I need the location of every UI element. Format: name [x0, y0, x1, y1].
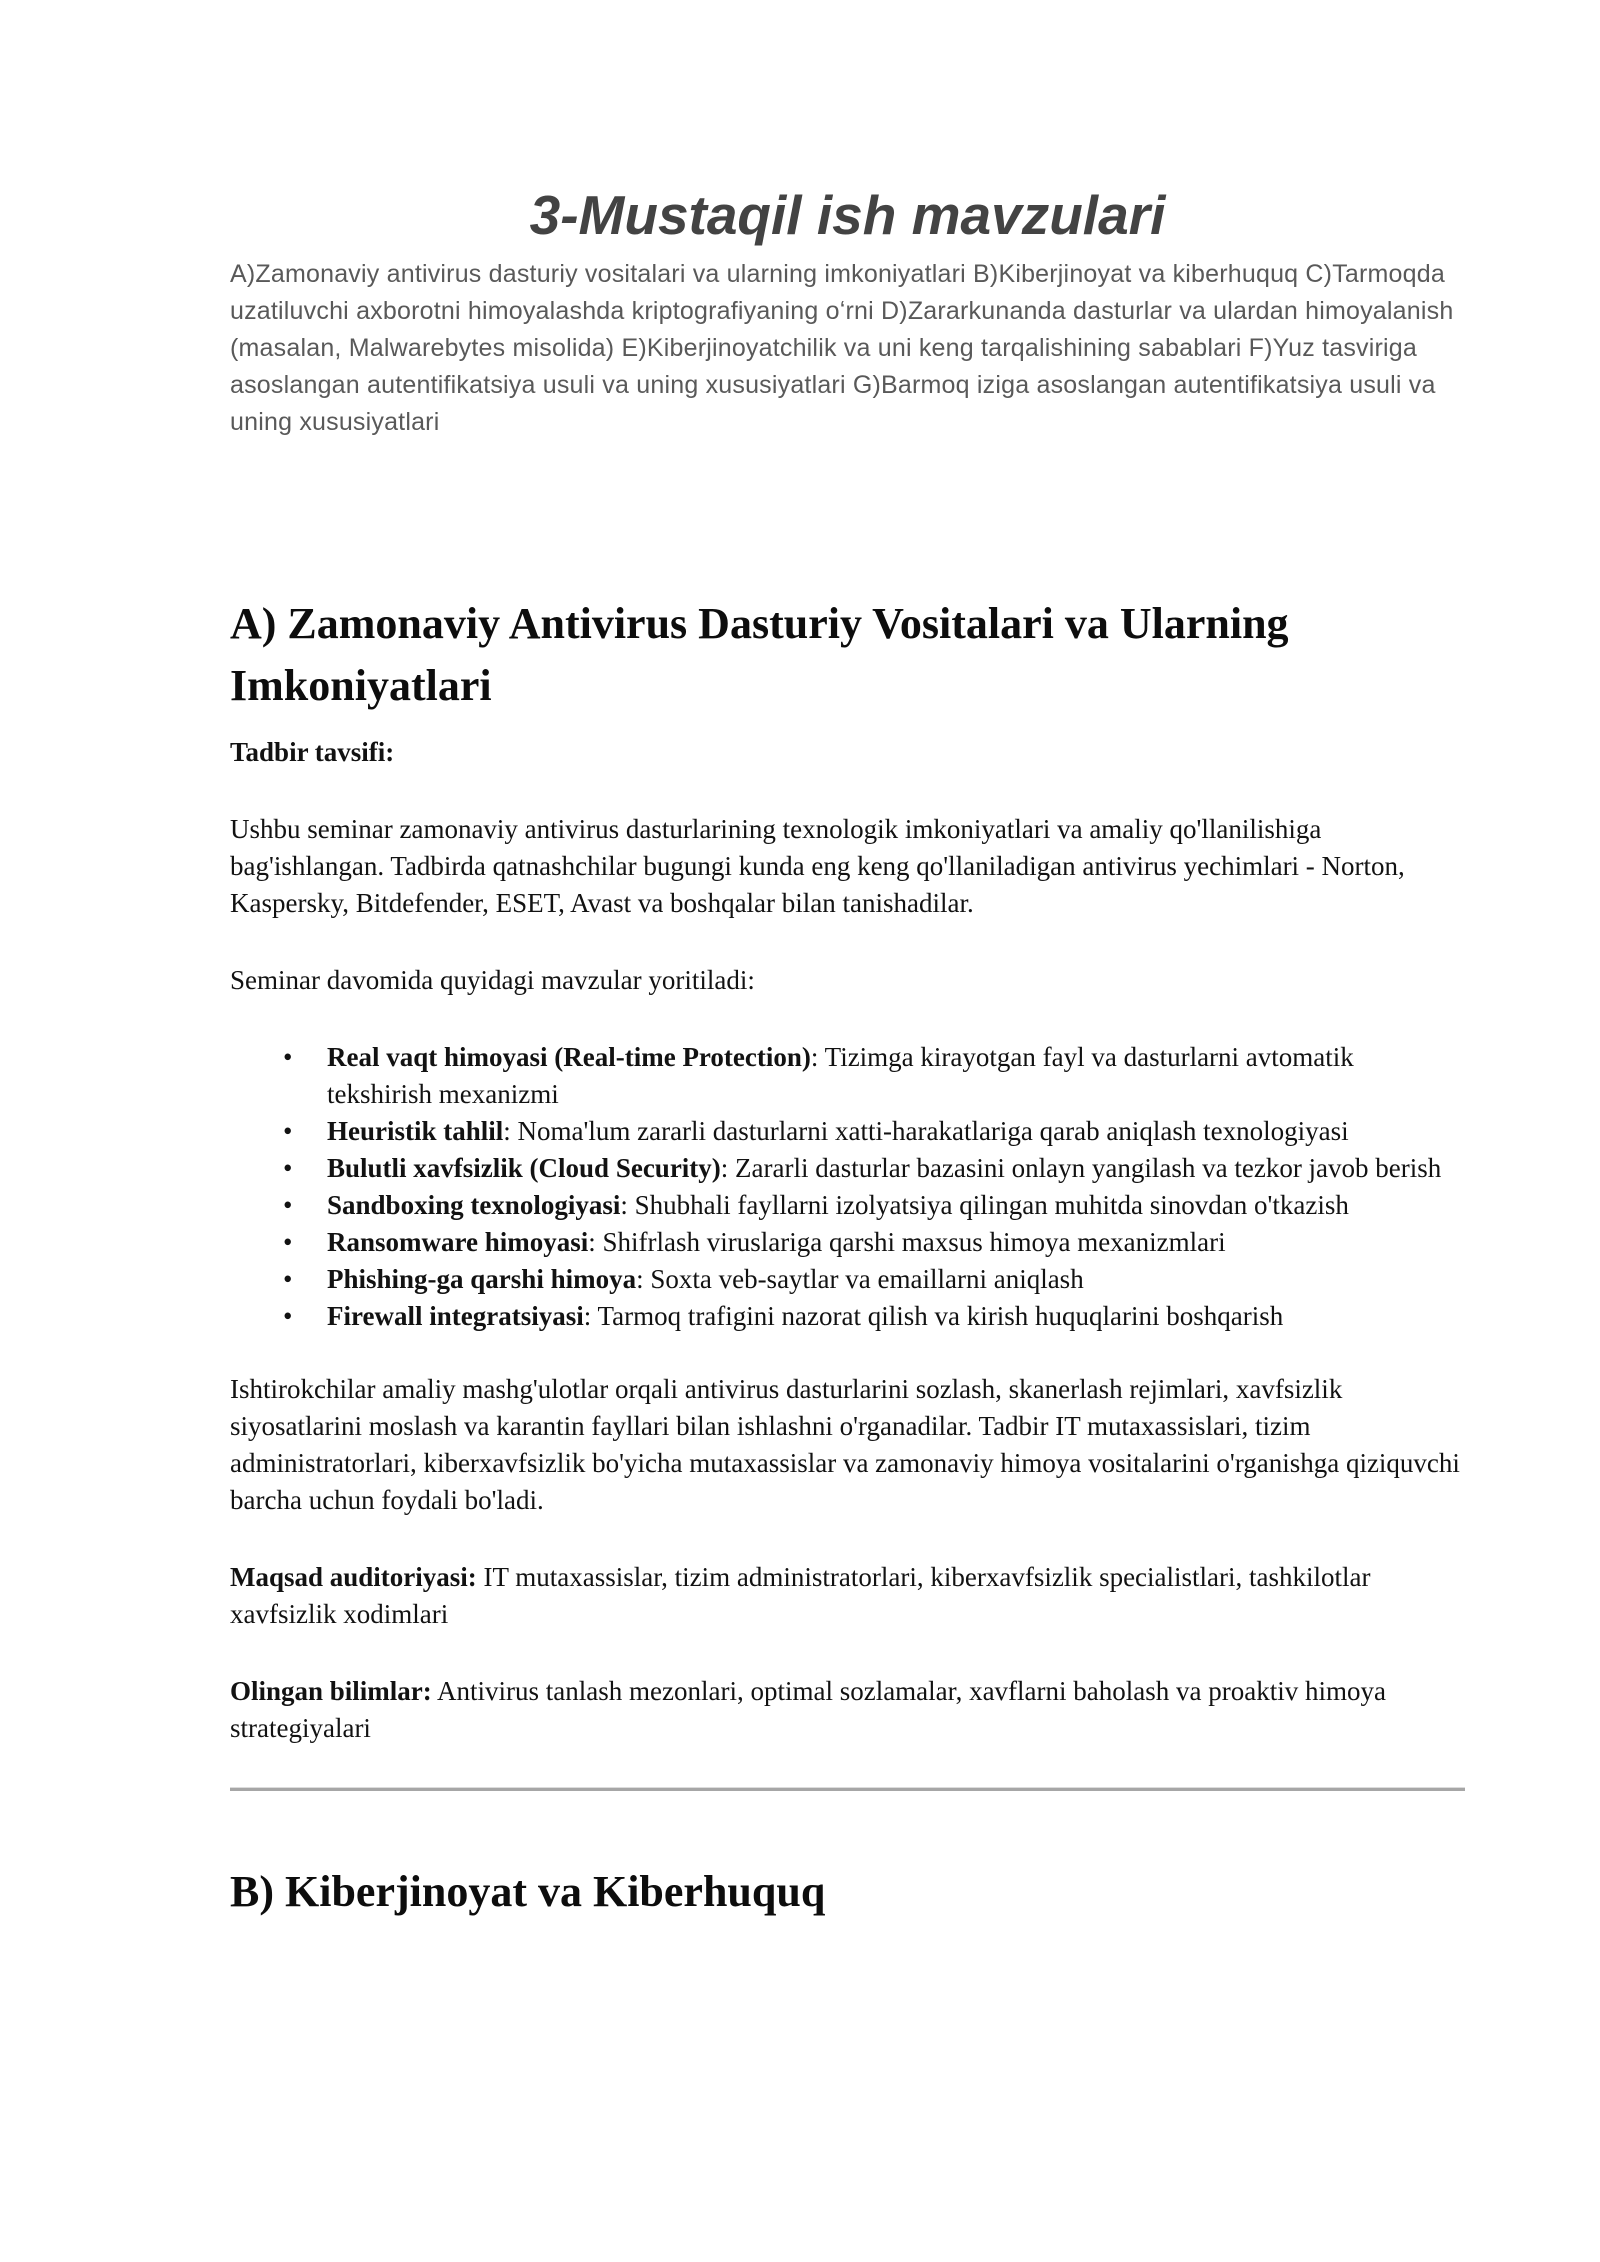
section-a-paragraph-3: Ishtirokchilar amaliy mashg'ulotlar orqali antivirus dasturlarini sozlash, skanerlash rejimlari, xavfsizlik siyosatlarini moslash va karantin fayllari bilan ishlashni o'rganadilar. Tadbir IT mutaxassislari, tizim administratorlari, kiberxavfsizlik bo'yicha mutaxassislar va zamonaviy himoya vositalarini o'rganishga qiziquvchi barcha uchun foydali bo'ladi. — [230, 1374, 1460, 1516]
topics-list — [230, 1039, 1465, 1335]
acquired-knowledge-paragraph — [230, 1673, 1465, 1747]
target-audience-paragraph — [230, 1559, 1465, 1633]
topic-desc: : Tizimga kirayotgan fayl va dasturlarni avtomatik tekshirish mexanizmi — [327, 1042, 1354, 1110]
topic-label: Phishing-ga qarshi himoya — [327, 1264, 637, 1295]
topic-item — [327, 1150, 1465, 1187]
target-audience-text: IT mutaxassislar, tizim administratorlari, kiberxavfsizlik specialistlari, tashkilotlar xavfsizlik xodimlari — [230, 1562, 1371, 1630]
document-title: 3-Mustaqil ish mavzulari — [529, 184, 1166, 246]
topic-label: Sandboxing texnologiyasi — [327, 1190, 621, 1221]
intro-paragraph: A)Zamonaviy antivirus dasturiy vositalari va ularning imkoniyatlari B)Kiberjinoyat va kiberhuquq C)Tarmoqda uzatiluvchi axborotni himoyalashda kriptografiyaning oʻrni D)Zararkunanda dasturlar va ulardan himoyalanish (masalan, Malwarebytes misolida) E)Kiberjinoyatchilik va uni keng tarqalishining sabablari F)Yuz tasviriga asoslangan autentifikatsiya usuli va uning xususiyatlari G)Barmoq iziga asoslangan autentifikatsiya usuli va uning xususiyatlari — [230, 260, 1454, 436]
event-description-label: Tadbir tavsifi: — [230, 737, 395, 768]
topic-label: Real vaqt himoyasi (Real-time Protection) — [327, 1042, 811, 1073]
target-audience-label: Maqsad auditoriyasi: — [230, 1562, 477, 1593]
topic-item — [327, 1187, 1465, 1224]
topic-label: Ransomware himoyasi — [327, 1227, 589, 1258]
horizontal-rule — [230, 1787, 1465, 1791]
topic-desc: : Noma'lum zararli dasturlarni xatti-harakatlariga qarab aniqlash texnologiyasi — [503, 1116, 1349, 1147]
topic-label: Bulutli xavfsizlik (Cloud Security) — [327, 1153, 721, 1184]
section-a-paragraph-2: Seminar davomida quyidagi mavzular yoritiladi: — [230, 965, 755, 996]
topic-item — [327, 1261, 1465, 1298]
section-a-paragraph-1: Ushbu seminar zamonaviy antivirus dasturlarining texnologik imkoniyatlari va amaliy qo'llanilishiga bag'ishlangan. Tadbirda qatnashchilar bugungi kunda eng keng qo'llaniladigan antivirus yechimlari - Norton, Kaspersky, Bitdefender, ESET, Avast va boshqalar bilan tanishadilar. — [230, 814, 1405, 919]
topic-item — [327, 1113, 1465, 1150]
topic-item — [327, 1039, 1465, 1113]
topic-desc: : Shifrlash viruslariga qarshi maxsus himoya mexanizmlari — [588, 1227, 1226, 1258]
acquired-knowledge-text: Antivirus tanlash mezonlari, optimal sozlamalar, xavflarni baholash va proaktiv himoya strategiyalari — [230, 1676, 1386, 1744]
topic-item — [327, 1224, 1465, 1261]
topic-label: Firewall integratsiyasi — [327, 1301, 584, 1332]
topic-item — [327, 1298, 1465, 1335]
section-b-heading: B) Kiberjinoyat va Kiberhuquq — [230, 1867, 826, 1917]
acquired-knowledge-label: Olingan bilimlar: — [230, 1676, 432, 1707]
topic-desc: : Zararli dasturlar bazasini onlayn yangilash va tezkor javob berish — [720, 1153, 1442, 1184]
section-a-heading: A) Zamonaviy Antivirus Dasturiy Vositalari va Ularning Imkoniyatlari — [230, 599, 1289, 710]
topic-desc: : Soxta veb-saytlar va emaillarni aniqlash — [636, 1264, 1084, 1295]
topic-desc: : Shubhali fayllarni izolyatsiya qilingan muhitda sinovdan o'tkazish — [620, 1190, 1349, 1221]
topic-desc: : Tarmoq trafigini nazorat qilish va kirish huquqlarini boshqarish — [583, 1301, 1284, 1332]
topic-label: Heuristik tahlil — [327, 1116, 504, 1147]
